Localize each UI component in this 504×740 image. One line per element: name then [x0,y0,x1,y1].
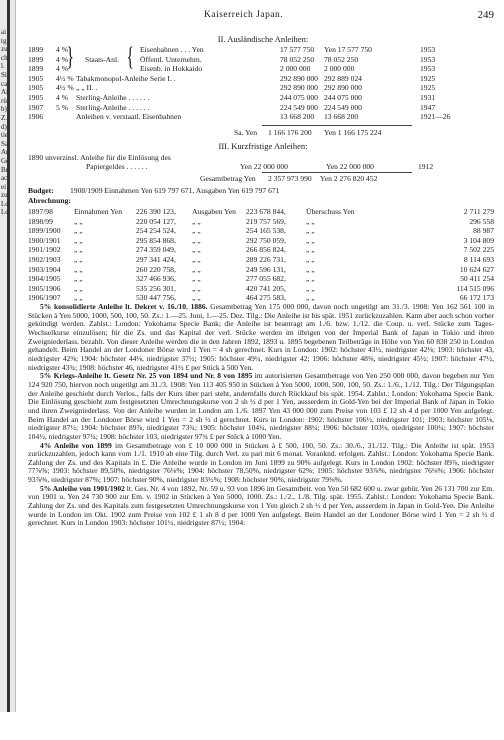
abr-year: 1902/1903 [28,255,61,264]
edge-fragment: ch [1,53,8,62]
loan-year: 1907 [28,102,44,112]
loan-due: 1953 [420,64,436,74]
abr-label3: „ „ [306,274,315,284]
abr-surplus: 50 411 254 [460,274,494,284]
loan-outstanding: Yen 17 577 750 [324,45,372,54]
edge-fragment: Lo [1,208,9,217]
loan-nominal: 13 668 200 [280,112,315,122]
abr-label3: „ „ [306,293,315,303]
edge-fragment: l. [1,62,5,71]
abr-income: 254 254 524, [136,226,176,236]
abr-surplus: 8 114 693 [463,255,494,264]
edge-fragment: Ai [1,88,8,97]
loan-year: 1899 [28,45,44,54]
loan-row [28,112,498,122]
abr-surplus: 88 987 [473,226,494,236]
loan-nominal: 78 052 250 [280,54,315,64]
abr-label2: „ „ [192,283,201,293]
loan-name: Tabakmonopol-Anleihe Serie I. . [76,73,176,83]
abr-income: 226 390 123, [136,207,176,216]
abr-label: „ „ [74,255,83,264]
abrechnung-row [28,265,498,275]
abr-expense: 277 055 682, [246,274,286,284]
abr-income: 274 359 049, [136,245,176,255]
abrechnung-row [28,207,498,217]
loan-rate: 4 % [56,93,69,102]
edge-fragment: Si [1,70,7,79]
loan-row [28,64,498,74]
abr-expense: 266 856 824, [246,245,286,255]
abr-expense: 223 678 844, [246,207,286,216]
loan-row [28,93,498,103]
paragraph-loan-1899: 4% Anleihe von 1899 im Gesamtbetrage von £ 10 000 000 in Stücken à £ 500, 100, 50. Zs.: 30./6., 31./12. Tilg.: Die Anleihe ist spät. 1953 zurückzuzahlen, jedoch kann vom 1./1. 1910 ab eine Tilg. durch Verl. zu pari mit 6 monat. Voranknd. erfolgen. Zahlst.: London: Yokohama Specie Bank. Zahlung der Zs. und des Kapitals in £. Die Anleihe wurde in London im Juni 1899 zu 90% aufgelegt. Kurs in London 1902: höchster 89⅞, niedrigster 77⅞%; 1903: höchster 89,50%, niedrigster 76⅛%; 1904: höchster 78,50%, niedrigster 62%; 1905: höchster 93⅞%, niedrigster 76⅛%; 1906: höchster 93⅞%, niedrigster 87%; 1907: höchster 90%, niedrigster 83½%; 1908: höchster 90%, niedrigster 79⅜%. [28,440,494,485]
abr-label2: „ „ [192,235,201,245]
loan-outstanding: 292 889 024 [324,73,362,83]
loan-nominal: 17 577 750 [280,45,315,54]
section-title-foreign-loans: II. Ausländische Anleihen: [217,34,309,44]
abr-income: 260 220 758, [136,264,176,274]
loan-year: 1905 [28,93,44,102]
loan-name: Anleihen v. verstaatl. Eisenbahnen [76,112,182,122]
loan-year: 1906 [28,112,44,122]
abr-label2: „ „ [192,293,201,303]
abr-label2: „ „ [192,274,201,284]
sum-rule [262,125,412,126]
section-title-short-loans: III. Kurzfristige Anleihen: [218,141,308,151]
loan-nominal: 2 000 000 [280,64,311,74]
loan-year: 1899 [28,64,44,74]
abr-label3: „ „ [306,255,315,264]
abr-year: 1904/1905 [28,274,61,284]
abr-year: 1905/1906 [28,283,61,293]
loan-year: 1905 [28,83,44,93]
abr-year: 1897/98 [28,207,53,216]
loan-due: 1921—26 [420,112,451,122]
abr-label: „ „ [74,216,83,226]
loan-row [28,74,498,84]
edge-fragment: d) [1,122,7,131]
abr-expense: 249 596 131, [246,264,286,274]
abrechnung-row [28,274,498,284]
loan-outstanding: 2 000 000 [324,64,355,74]
abr-label3: „ „ [306,264,315,274]
budget-text: 1908/1909 Einnahmen Yen 619 797 671, Ausgaben Yen 619 797 671 [70,186,280,195]
loan-rate: 4 % [56,45,69,54]
loan-name: „ „ II. . [76,83,98,93]
abr-label: „ „ [74,226,83,236]
abr-label: „ „ [74,264,83,274]
total-line: Gesamtbetrag Yen 2 357 973 990 Yen 2 276 820 452 [200,174,378,183]
abr-surplus: 296 558 [469,216,494,226]
abr-label: „ „ [74,245,83,255]
loan-due: 1925 [420,73,436,83]
abr-label3: „ „ [306,226,315,236]
loan-nominal: 292 890 000 [280,73,318,83]
abr-expense: 289 226 731, [246,255,286,264]
loan-nominal: 292 890 000 [280,83,318,93]
loan-outstanding: 13 668 200 [324,112,359,122]
abr-label3: „ „ [306,216,315,226]
edge-fragment: Br [1,165,8,174]
abr-label: „ „ [74,293,83,303]
edge-fragment: Ar [1,148,9,157]
abr-surplus: 7 502 225 [463,245,494,255]
loan-rate: 4½ % [56,83,74,93]
loan-name: Öffentl. Unternehm. [140,54,202,64]
paragraph-loan-1901: 5% Anleihe von 1901/1902 lt. Ges. Nr. 4 von 1892, Nr. 59 u. 93 von 1896 im Gesamtbetr. von Yen 50 682 600 u. zwar gebür. Yen 26 131 700 zur Em. von 1901 u. Yen 24 730 900 zur Em. v. 1902 in Stücken à Yen 5000, 1000. Zs.: 1./2., 1./8. Tilg. spät. 1955. Zahlst.: London: Yokohama Specie Bank. Zahlung der Zs. und des Kapitals zum festgesetzten Umrechnungskurse von 1 Yen gleich 2 sh ½ d per Yen, ausserdem in Japan in Gold-Yen. Die Anleihe wurde in London im Okt. 1902 zum Preise von 102 £ 1 sh 8 d per 1000 Yen aufgelegt. Beim Handel an der Londoner Börse wird 1 Yen = 2 sh ½ d gerechnet. Kurs in London 1903: höchster 101½, niedrigster 87½; 1904: [28,483,494,528]
edge-fragment: rü [1,96,7,105]
loan-descriptions [28,303,494,528]
edge-fragment: b) [1,105,7,114]
loan-year: 1905 [28,73,44,83]
abr-year: 1906/1907 [28,293,61,303]
document-page [28,0,498,712]
abrechnung-heading-row [28,196,498,206]
abr-income: 327 466 936, [136,274,176,284]
abr-label3: „ „ [306,245,315,255]
abr-surplus: 10 624 627 [459,264,494,274]
abr-label2: Ausgaben Yen [192,207,236,216]
abr-label2: „ „ [192,255,201,264]
loan-outstanding: 244 075 000 [324,93,362,102]
short-loan-line2: Papiergeldes . . . . . . Yen 22 000 000 Yen 22 000 000 1912 [86,162,434,171]
loan-due: 1953 [420,45,436,54]
abr-income: 297 341 424, [136,255,176,264]
edge-fragment: ca [1,79,8,88]
loan-year: 1899 [28,54,44,64]
edge-fragment: Z. [1,113,8,122]
loan-row [28,83,498,93]
abr-expense: 292 750 059, [246,235,286,245]
abr-label3: „ „ [306,235,315,245]
loan-rate: 5 % [56,102,69,112]
abr-label: Einnahmen Yen [74,207,123,216]
loan-rate: 4 % [56,54,69,64]
loan-outstanding: 78 052 250 [324,54,359,64]
loan-due: 1953 [420,54,436,64]
budget-line [28,186,498,196]
running-title: Kaiserreich Japan. [204,10,284,20]
abr-label2: „ „ [192,245,201,255]
abr-income: 530 447 756, [136,293,176,303]
edge-fragment: ac [1,174,8,183]
abr-year: 1900/1901 [28,235,61,245]
abr-income: 220 054 127, [136,216,176,226]
abrechnung-row [28,284,498,294]
abrechnung-row [28,255,498,265]
abr-surplus: 114 515 096 [456,283,494,293]
abr-label: „ „ [74,235,83,245]
page-number: 249 [477,9,494,21]
abr-surplus: 2 711 279 [463,207,494,216]
brace-rate: } [66,42,74,71]
loan-row [28,45,498,55]
loan-name: Sterling-Anleihe . . . . . . [76,93,150,102]
abr-income: 295 854 868, [136,235,176,245]
left-page-edge [0,0,24,740]
paragraph-war-loan: 5% Kriegs-Anleihe lt. Gesetz Nr. 25 von 1894 und Nr. 8 von 1895 im autorisierten Gesamtbetrage von Yen 250 000 000, davon begeben nur Yen 124 920 750, hiervon noch ungetilgt am 31./3. 1908: Yen 113 405 950 in Stücken à Yen 5000, 1000, 500, 100, 50. Zs.: 1./6., 1./12. Tilg.: Der Tilgungsplan der Anleihe geschieht durch Verlos., falls der Kurs über pari steht, andernfalls durch Rückkauf bis spät. 1954. Zahlst.: London: Yokohama Specie Bank. Die Einlösung geschieht zum festgesetzten Umrechnungskurse von 2 sh ½ d per 1 Yen, ausserdem in Gold-Yen bei der Imperial Bank of Japan in Tokio und ihren Zweigniederlass. Von der Anleihe wurden in London am 1./6. 1897 Yen 43 000 000 zum Preise von 103 £ 12 sh 4 d per 1000 Yen aufgelegt. Beim Handel an der Londoner Börse wird 1 Yen = 2 sh ½ d gerechnet. Kurs in London: 1902: höchster 106½, niedrigster 101; 1903: höchster 105⅛, niedrigster 87½; 1904: höchster 89⅞, niedrigster 73¾; 1905: höchster 104¼, niedrigster 88¼; 1906: höchster 103⅛, niedrigster 100¼; 1907: höchster 104½, niedrigster 97¼; 1908: höchster 103, niedrigster 97¾ £ per Stück à 1000 Yen. [28,371,494,441]
loan-name: Eisenb. in Hokkaido [140,64,203,74]
loan-rate: 4½ % [56,73,74,83]
page-header [28,10,498,24]
edge-fragment: tg [1,36,7,45]
loan-rate: 4 % [56,64,69,74]
foreign-loans-sum: Sa. Yen 1 166 176 200 Yen 1 166 175 224 [234,128,382,137]
abr-income: 535 256 301, [136,283,176,293]
edge-fragment: tie [1,131,8,140]
edge-fragment: Sa [1,139,8,148]
edge-fragment: zu [1,45,8,54]
abrechnung-heading: Abrechnung: [28,196,71,205]
abr-expense: 420 741 205, [246,283,286,293]
abr-year: 1899/1900 [28,226,61,236]
abr-label2: „ „ [192,226,201,236]
abr-expense: 254 165 538, [246,226,286,236]
abr-label: „ „ [74,283,83,293]
loan-nominal: 244 075 000 [280,93,318,102]
loan-due: 1925 [420,83,436,93]
abr-expense: 219 757 569, [246,216,286,226]
paragraph-consolidated-loan: 5% konsolidierte Anleihe lt. Dekret v. 16./10. 1886. Gesamtbetrag Yen 175 000 000, davon noch ungetilgt am 31./3. 1908: Yen 162 561 100 in Stücken à Yen 5000, 1000, 500, 100, 50. Zs.: 1.—25. Juni, 1.—25. Dez. Tilg.: Die Anleihe ist bis spät. 1951 zurückzuzahlen. Kann aber auch schon vorher gekündigt werden. Zahlst.: London: Yokohama Specie Bank; die Anleihe ist beantragt am 1./6. bzw. 1./12. die Coup. u. verl. Stücke zum Tages-Wechselkurse einzulösen; für die Zs. und das Kapital der verl. Stücke werden im übrigen von der Imperial Bank of Japan in Tokio und ihren Zweigniederlass. bezahlt. Von dieser Anleihe werden die in den Jahren 1892, 1893 u. 1895 begebenen Teilbeträge in Höhe von Yen 60 838 250 in London gehandelt. Beim Handel an der Londoner Börse wird 1 Yen = 4 sh gerechnet. Kurs in London: 1902: höchster 43¼, niedrigster 42⅛; 1903: höchster 43, niedrigster 42⅜; 1904: höchster 44⅛, niedrigster 37½; 1905: höchster 49¼, niedrigster 42; 1906: höchster 48⅝, niedrigster 45½; 1907: höchster 47½, niedrigster 43¾; 1908: höchster 46, niedrigster 41½ £ per Stück à 500 Yen. [28,302,494,372]
abrechnung-row [28,245,498,255]
abr-expense: 464 275 583, [246,293,286,303]
abrechnung-row [28,217,498,227]
loan-due: 1947 [420,102,436,112]
edge-fragment: ei [1,182,7,191]
abr-label2: „ „ [192,264,201,274]
loan-row [28,103,498,113]
edge-fragment: Lo [1,199,9,208]
abr-year: 1898/99 [28,216,53,226]
loan-name: Eisenbahnen . . . Yen [140,45,204,54]
abr-label3: Überschuss Yen [306,207,355,216]
edge-fragment: zu [1,191,8,200]
abr-surplus: 66 172 173 [459,293,494,303]
total-rule [262,172,412,173]
short-loan-line1: 1890 unverzinsl. Anleihe für die Einlösung des [28,153,171,162]
edge-fragment: Ge [1,156,10,165]
abr-year: 1901/1902 [28,245,61,255]
abr-surplus: 3 104 809 [463,235,494,245]
abr-label: „ „ [74,274,83,284]
edge-fragment: ai [1,28,7,36]
loan-name: Sterling-Anleihe . . . . . . [76,102,150,112]
abr-year: 1903/1904 [28,264,61,274]
loan-outstanding: 292 890 000 [324,83,362,93]
brace-staats: { [126,42,134,71]
budget-heading: Budget: [28,186,54,195]
loan-nominal: 224 549 000 [280,102,318,112]
abr-label2: „ „ [192,216,201,226]
abr-label3: „ „ [306,283,315,293]
abrechnung-row [28,226,498,236]
abrechnung-row [28,236,498,246]
loan-due: 1931 [420,93,436,102]
loan-outstanding: 224 549 000 [324,102,362,112]
staats-label: Staats-Anl. [85,55,119,64]
